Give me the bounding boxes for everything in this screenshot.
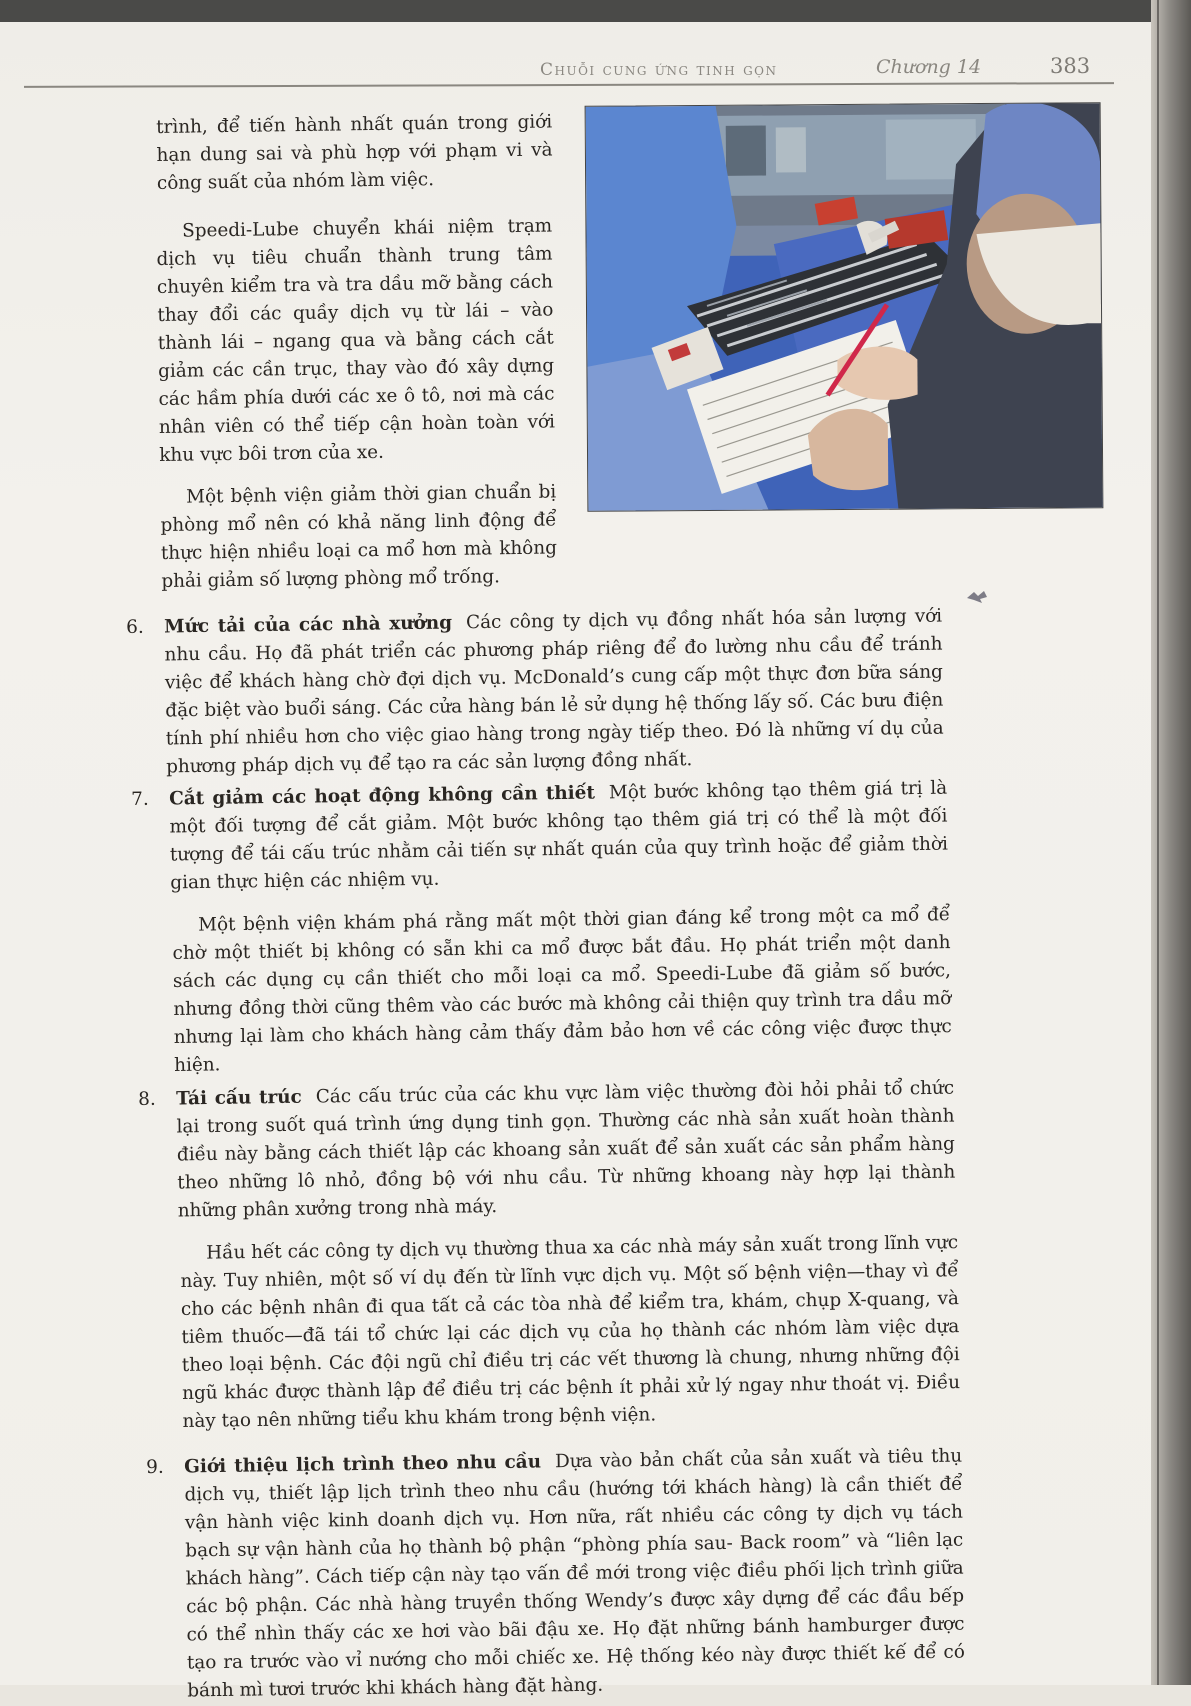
running-title: Chuỗi cung ứng tinh gọn bbox=[540, 60, 778, 80]
list-item-heading: Cắt giảm các hoạt động không cần thiết bbox=[169, 782, 596, 810]
chapter-label: Chương 14 bbox=[876, 56, 982, 78]
scan-border-right bbox=[1151, 0, 1191, 1685]
page-header bbox=[540, 42, 1120, 82]
list-item-body bbox=[184, 1443, 965, 1706]
list-item-text: Các công ty dịch vụ đồng nhất hóa sản lượng với nhu cầu. Họ đã phát triển các phương pháp riêng để đo lường nhu cầu để tránh việc để khách hàng chờ đợi dịch vụ. McDonald’s cung cấp một thực đơn bữa sáng đặc biệt vào buổi sáng. Các cửa hàng bán lẻ sử dụng hệ thống lấy số. Các bưu điện tính phí nhiều hơn cho việc giao hàng trong ngày tiếp theo. Đó là những ví dụ của phương pháp dịch vụ để tạo ra các sản lượng đồng nhất. bbox=[164, 605, 944, 778]
list-item-body bbox=[164, 603, 944, 782]
list-item-number: 8. bbox=[138, 1088, 156, 1110]
scan-speck bbox=[966, 590, 988, 604]
followup-text: Hầu hết các công ty dịch vụ thường thua xa các nhà máy sản xuất trong lĩnh vực này. Tuy nhiên, một số ví dụ đến từ lĩnh vực dịch vụ. Một số bệnh viện—thay vì để cho các bệnh nhân đi qua tất cả các tòa nhà để kiểm tra, khám, chụp X-quang, và tiêm thuốc—đã tái tổ chức lại các dịch vụ của họ thành các nhóm làm việc dựa theo loại bệnh. Các đội ngũ chỉ điều trị các vết thương là chung, nhưng những đội ngũ khác được thành lập để điều trị các bệnh ít phải xử lý ngay như thoát vị. Điều này tạo nên những tiểu khu khám trong bệnh viện. bbox=[180, 1232, 961, 1432]
list-item-7-followup bbox=[172, 901, 952, 1080]
scan-border-top bbox=[0, 0, 1191, 22]
list-item-heading: Giới thiệu lịch trình theo nhu cầu bbox=[184, 1451, 542, 1478]
list-item-7 bbox=[131, 775, 952, 896]
list-item-8-followup bbox=[180, 1229, 961, 1436]
list-item-text: Một bước không tạo thêm giá trị là một đối tượng để cắt giảm. Một bước không tạo thêm giá trị có thể là một đối tượng để tái cấu trúc nhằm cải tiến sự nhất quán của quy trình hoặc để giảm thời gian thực hiện các nhiệm vụ. bbox=[169, 777, 949, 894]
list-item-heading: Tái cấu trúc bbox=[176, 1086, 302, 1110]
intro-paragraph-1: trình, để tiến hành nhất quán trong giới hạn dung sai và phù hợp với phạm vi và công suất của nhóm làm việc. bbox=[156, 111, 553, 194]
photo-illustration bbox=[586, 103, 1103, 511]
intro-paragraph-3-text: Một bệnh viện giảm thời gian chuẩn bị phòng mổ nên có khả năng linh động để thực hiện nhiều loại ca mổ hơn mà không phải giảm số lượng phòng mổ trống. bbox=[160, 481, 558, 592]
intro-paragraph-2-text: Speedi-Lube chuyển khái niệm trạm dịch vụ tiêu chuẩn thành trung tâm chuyên kiểm tra và tra dầu mỡ bằng cách thay đổi các quầy dịch vụ từ lái – vào thành lái – ngang qua và bằng cách cắt giảm các cần trục, thay vào đó xây dựng các hầm phía dưới các xe ô tô, nơi mà các nhân viên có thể tiếp cận hoàn toàn với khu vực bôi trơn của xe. bbox=[156, 215, 556, 466]
page-number: 383 bbox=[1050, 54, 1091, 78]
list-item-number: 6. bbox=[126, 616, 144, 638]
operating-room-photo bbox=[585, 102, 1104, 512]
list-item-number: 9. bbox=[146, 1456, 164, 1478]
list-item-text: Dựa vào bản chất của sản xuất và tiêu thụ dịch vụ, thiết lập lịch trình theo nhu cầu (hướng tới khách hàng) là cần thiết để vận hành việc kinh doanh dịch vụ. Hơn nữa, rất nhiều các công ty dịch vụ tách bạch sự vận hành của họ thành bộ phận “phòng phía sau- Back room” và “liên lạc khách hàng”. Cách tiếp cận này tạo vấn đề mới trong việc điều phối lịch trình giữa các bộ phận. Các nhà hàng truyền thống Wendy’s được xây dựng để các đầu bếp có thể nhìn thấy các xe hơi vào bãi đậu xe. Họ đặt những bánh hamburger được tạo ra trước vào vỉ nướng cho mỗi chiếc xe. Hệ thống kéo này được thiết kế để có bánh mì tươi trước khi khách hàng đặt hàng. bbox=[184, 1445, 965, 1702]
header-rule bbox=[24, 82, 1114, 88]
list-item-body bbox=[176, 1075, 956, 1226]
list-item-number: 7. bbox=[131, 788, 149, 810]
intro-paragraph-3 bbox=[160, 478, 558, 596]
list-item-text: Các cấu trúc của các khu vực làm việc thường đòi hỏi phải tổ chức lại trong suốt quá trình ứng dụng tinh gọn. Thường các nhà sản xuất hoàn thành điều này bằng cách thiết lập các khoang sản xuất để sản xuất các sản phẩm hàng theo những lô nhỏ, đồng bộ với nhu cầu. Từ những khoang này hợp lại thành những phân xưởng trong nhà máy. bbox=[176, 1077, 956, 1222]
list-item-9 bbox=[146, 1443, 969, 1702]
list-item-body bbox=[169, 775, 948, 898]
list-item-8 bbox=[138, 1075, 960, 1226]
followup-text: Một bệnh viện khám phá rằng mất một thời gian đáng kể trong một ca mổ để chờ một thiết bị không có sẵn khi ca mổ được bắt đầu. Họ phát triển một danh sách các dụng cụ cần thiết cho mỗi loại ca mổ. Speedi-Lube đã giảm số bước, nhưng đồng thời cũng thêm vào các bước mà không cải thiện quy trình tra dầu mỡ nhưng lại làm cho khách hàng cảm thấy đảm bảo hơn về các công việc được thực hiện. bbox=[172, 904, 952, 1076]
intro-paragraph-2 bbox=[156, 212, 555, 470]
book-page bbox=[0, 22, 1151, 1702]
list-item-heading: Mức tải của các nhà xưởng bbox=[164, 612, 453, 638]
list-item-6 bbox=[126, 603, 948, 778]
